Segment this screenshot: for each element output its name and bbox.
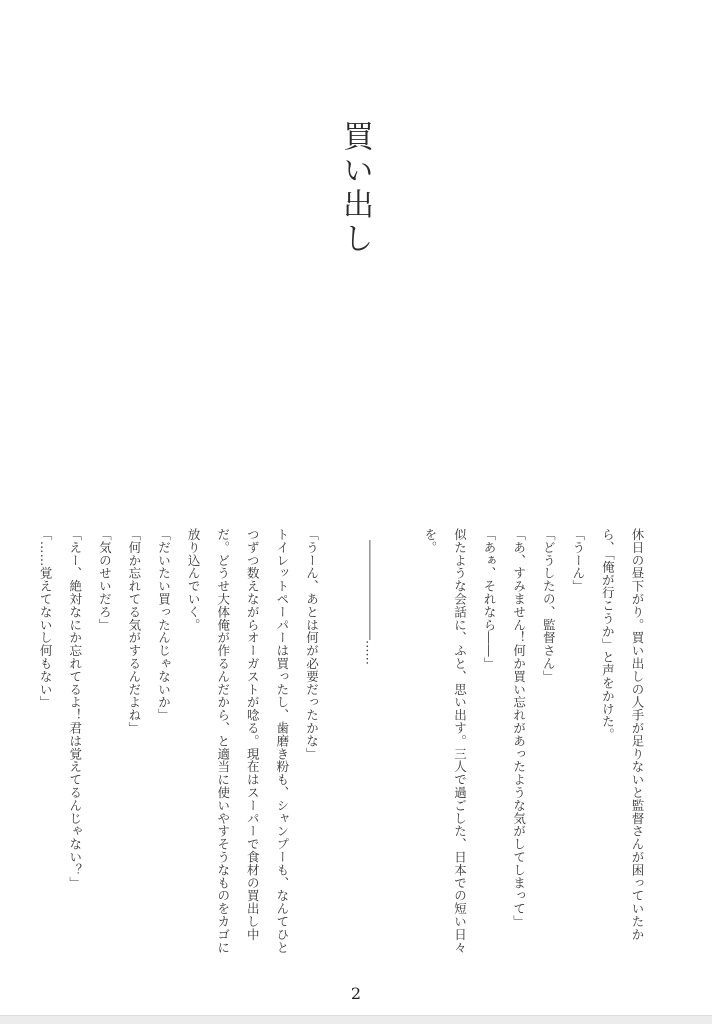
paragraph: 「……覚えてないし何もない」 [38,528,54,709]
page-number: 2 [350,984,362,1003]
paragraph: 「うーん」 [570,528,586,593]
paragraph: 休日の昼下がり。買い出しの人手が足りないと監督さんが困っていたから、「俺が行こうか」と声をかけた。 [600,528,645,941]
paragraph: 「えー、絶対なにか忘れてるよ！君は覚えてるんじゃない？」 [67,528,83,890]
paragraph: 「うーん、あとは何が必要だったかな」 [304,528,320,761]
paragraph: 「気のせいだろ」 [97,528,113,632]
paragraph: 「どうしたの、監督さん」 [541,528,557,683]
paragraph: 「あ、すみません！何か買い忘れがあったような気がしてしまって」 [511,528,527,928]
scene-break-dashes: ――――――――…… [363,540,379,665]
body-text [31,528,652,958]
paragraph: 「あぁ、それなら――」 [482,528,498,670]
page-bottom-edge [0,1015,712,1024]
paragraph: 「何か忘れてる気がするんだよね」 [126,528,142,735]
paragraph: 「だいたい買ったんじゃないか」 [156,528,172,722]
chapter-title: 買い出し [337,120,373,256]
paragraph: 似たような会話に、ふと、思い出す。三人で過ごした、日本での短い日々を。 [422,528,468,954]
blank-line [386,528,416,958]
blank-line [326,528,356,958]
paragraph: トイレットペーパーは買ったし、歯磨き粉も、シャンプーも、なんてひとつずつ数えながらオーガストが唸る。現在はスーパーで食材の買出し中だ。どうせ大体俺が作るんだから、と適当に使いやすそうなものをカゴに放り込んでいく。 [186,528,290,954]
scene-break [356,528,386,958]
